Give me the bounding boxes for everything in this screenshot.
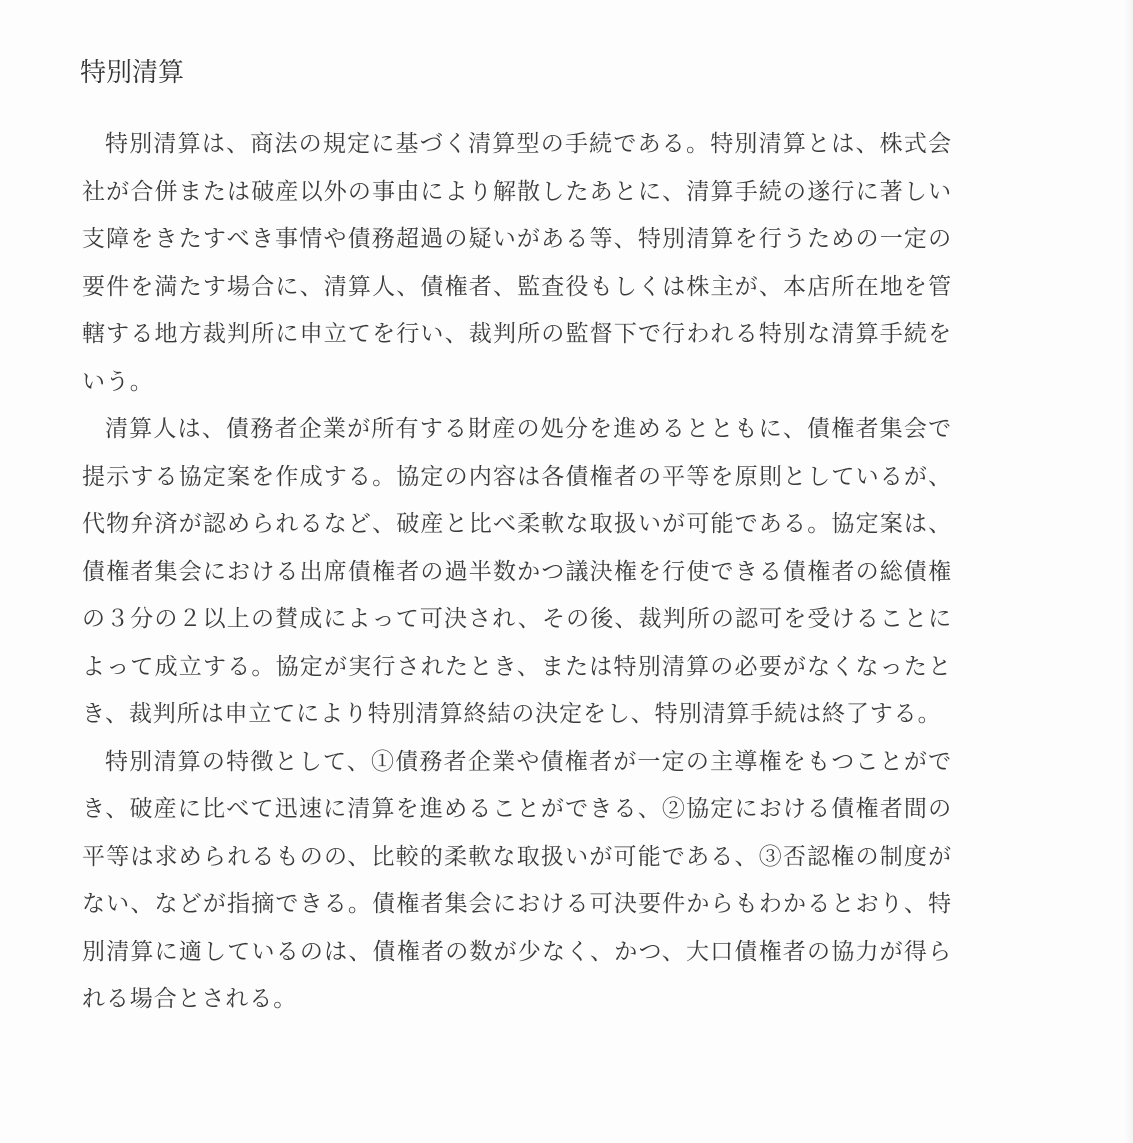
body-text [82, 121, 952, 1024]
paragraph-definition: 特別清算は、商法の規定に基づく清算型の手続である。特別清算とは、株式会社が合併または破産以外の事由により解散したあとに、清算手続の遂行に著しい支障をきたすべき事情や債務超過の疑いがある等、特別清算を行うための一定の要件を満たす場合に、清算人、債権者、監査役もしくは株主が、本店所在地を管轄する地方裁判所に申立てを行い、裁判所の監督下で行われる特別な清算手続をいう。 [82, 131, 952, 395]
section-heading: 特別清算 [80, 58, 185, 88]
paragraph-features: 特別清算の特徴として、①債務者企業や債権者が一定の主導権をもつことができ、破産に比べて迅速に清算を進めることができる、②協定における債権者間の平等は求められるものの、比較的柔軟な取扱いが可能である、③否認権の制度がない、などが指摘できる。債権者集会における可決要件からもわかるとおり、特別清算に適しているのは、債権者の数が少なく、かつ、大口債権者の協力が得られる場合とされる。 [82, 748, 952, 1012]
paragraph-procedure: 清算人は、債務者企業が所有する財産の処分を進めるとともに、債権者集会で提示する協定案を作成する。協定の内容は各債権者の平等を原則としているが、代物弁済が認められるなど、破産と比べ柔軟な取扱いが可能である。協定案は、債権者集会における出席債権者の過半数かつ議決権を行使できる債権者の総債権の３分の２以上の賛成によって可決され、その後、裁判所の認可を受けることによって成立する。協定が実行されたとき、または特別清算の必要がなくなったとき、裁判所は申立てにより特別清算終結の決定をし、特別清算手続は終了する。 [82, 416, 952, 727]
page-edge-shadow [1123, 0, 1133, 1143]
